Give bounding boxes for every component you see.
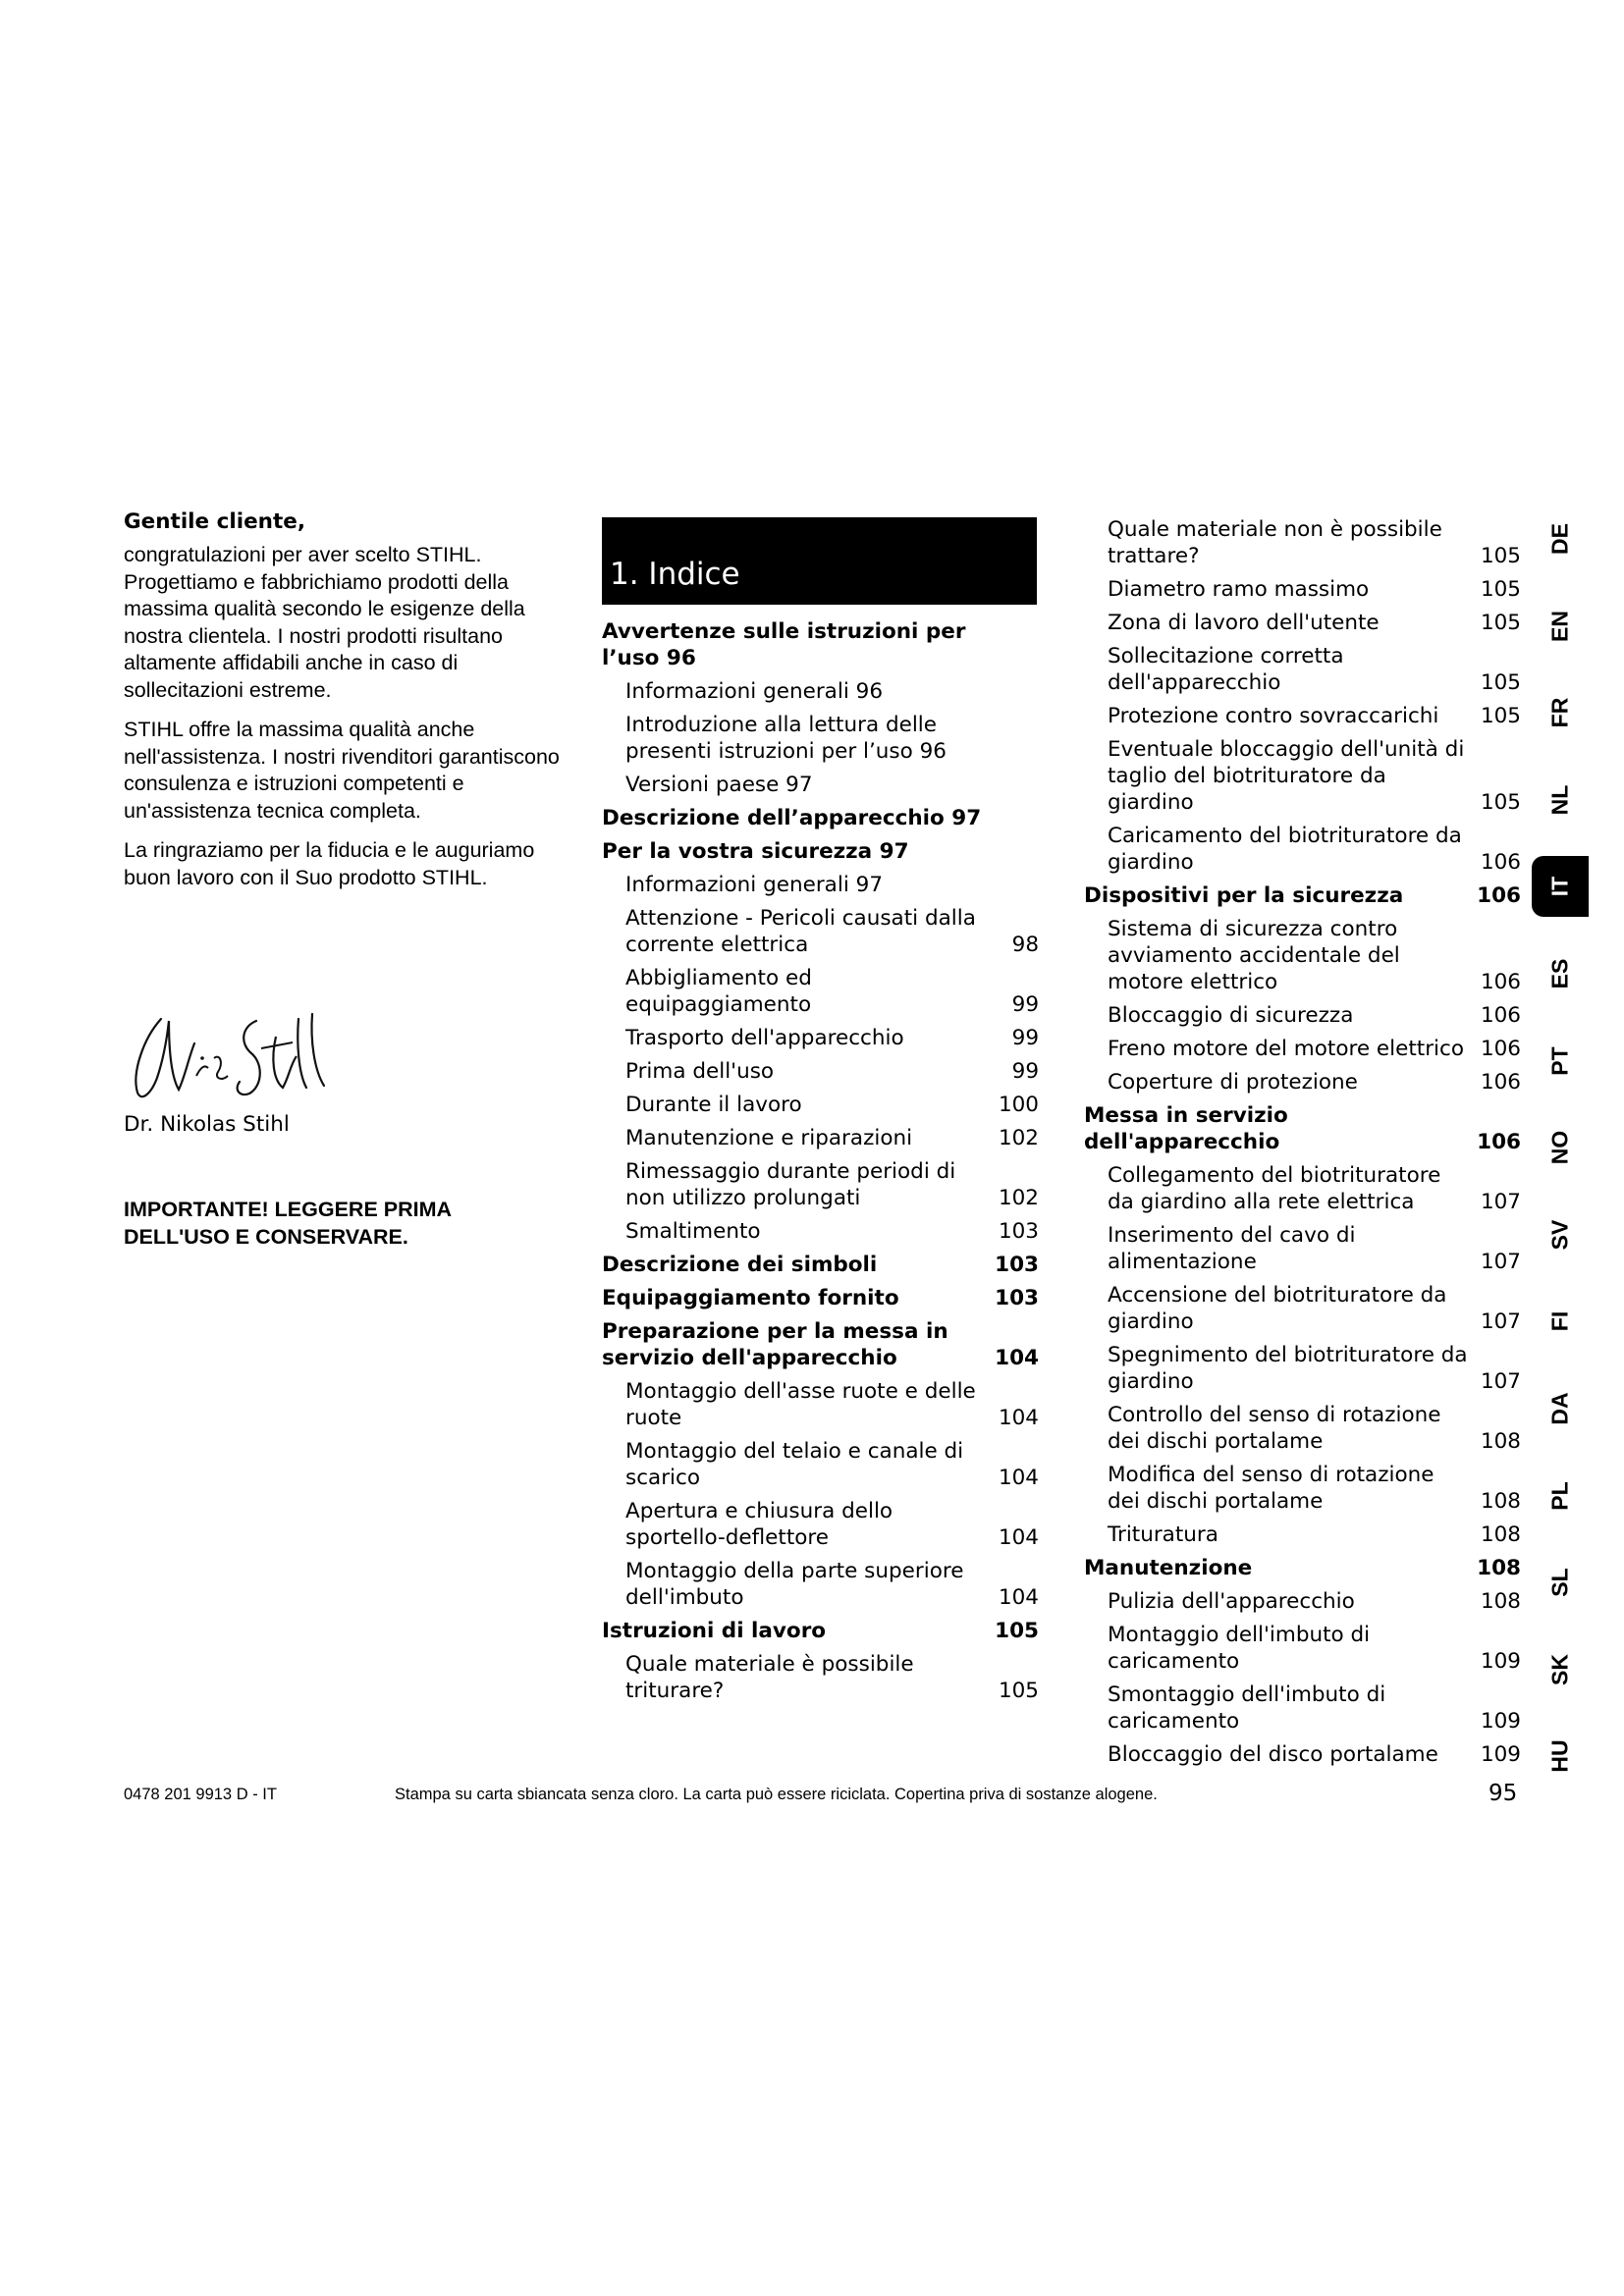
language-tab-nl[interactable] [1532,770,1589,830]
toc-entry-page: 108 [1480,1429,1521,1454]
greeting: Gentile cliente, [124,509,306,534]
toc-entry[interactable] [1084,516,1521,569]
toc-entry[interactable] [602,1092,1039,1118]
toc-entry-page: 104 [998,1585,1039,1610]
toc-entry[interactable] [1084,916,1521,995]
signer-name: Dr. Nikolas Stihl [124,1112,290,1137]
toc-entry[interactable] [1084,1682,1521,1735]
toc-entry-page: 104 [998,1466,1039,1490]
print-note: Stampa su carta sbiancata senza cloro. La carta può essere riciclata. Copertina priva di sostanze alogene. [395,1786,1158,1803]
toc-entry-title: Quale materiale non è possibile trattare? [1108,517,1442,568]
toc-entry[interactable] [1084,1036,1521,1062]
toc-entry-title: Introduzione alla lettura delle presenti istruzioni per l’uso 96 [625,713,947,764]
toc-entry[interactable] [602,905,1039,958]
toc-entry-title: Smontaggio dell'imbuto di caricamento [1108,1682,1386,1734]
toc-entry-title: Freno motore del motore elettrico [1108,1037,1464,1061]
language-tab-it[interactable] [1532,856,1589,917]
language-tab-hu[interactable] [1532,1726,1589,1787]
toc-entry-page: 104 [998,1406,1039,1430]
toc-entry-page: 103 [998,1219,1039,1244]
toc-entry[interactable] [1084,1522,1521,1548]
toc-entry-title: Montaggio dell'asse ruote e delle ruote [625,1379,976,1430]
toc-section[interactable] [602,618,1039,671]
toc-entry-page: 104 [998,1525,1039,1550]
toc-entry-title: Controllo del senso di rotazione dei dischi portalame [1108,1403,1441,1454]
toc-entry-page: 105 [998,1679,1039,1703]
toc-entry[interactable] [1084,1002,1521,1029]
toc-entry-title: Modifica del senso di rotazione dei dischi portalame [1108,1463,1435,1514]
toc-entry-page: 108 [1480,1589,1521,1614]
toc-entry[interactable] [1084,1622,1521,1675]
language-tab-en[interactable] [1532,596,1589,657]
toc-entry-title: Informazioni generali 97 [625,873,883,897]
toc-entry-title: Dispositivi per la sicurezza [1084,883,1404,908]
toc-entry-title: Zona di lavoro dell'utente [1108,611,1380,635]
toc-column-2 [602,618,1039,1711]
toc-entry[interactable] [602,1558,1039,1611]
toc-entry[interactable] [1084,1588,1521,1615]
language-tab-pl[interactable] [1532,1466,1589,1526]
toc-entry-page: 105 [1480,670,1521,695]
toc-entry-title: Trasporto dell'apparecchio [625,1026,904,1050]
toc-section[interactable] [602,838,1039,865]
toc-entry-page: 103 [995,1286,1039,1310]
toc-entry-page: 106 [1480,1003,1521,1028]
important-notice-line: DELL'USO E CONSERVARE. [124,1225,408,1249]
language-tab-label: PT [1546,1046,1573,1076]
toc-entry[interactable] [1084,1342,1521,1395]
toc-entry-title: Manutenzione [1084,1556,1253,1580]
toc-entry-title: Montaggio della parte superiore dell'imbuto [625,1559,964,1610]
toc-entry[interactable] [602,1218,1039,1245]
toc-entry-title: Diametro ramo massimo [1108,577,1370,602]
toc-entry[interactable] [602,872,1039,898]
language-tab-label: SL [1546,1568,1573,1597]
toc-entry[interactable] [602,712,1039,765]
toc-entry[interactable] [602,1378,1039,1431]
toc-entry-title: Messa in servizio dell'apparecchio [1084,1103,1288,1154]
language-tab-label: DE [1546,523,1573,555]
toc-header [602,517,1037,605]
language-tab-label: DA [1546,1392,1573,1425]
toc-entry[interactable] [602,1651,1039,1704]
language-tab-label: IT [1546,876,1573,897]
signature-image [124,999,340,1107]
toc-entry-title: Bloccaggio di sicurezza [1108,1003,1354,1028]
important-notice-line: IMPORTANTE! LEGGERE PRIMA [124,1198,453,1221]
toc-entry-title: Montaggio del telaio e canale di scarico [625,1439,964,1490]
toc-entry-page: 103 [995,1253,1039,1277]
toc-entry-page: 105 [995,1619,1039,1643]
toc-entry[interactable] [1084,1402,1521,1455]
language-tab-label: NL [1546,784,1573,816]
language-tab-label: SV [1546,1219,1573,1251]
toc-entry-page: 98 [1011,933,1039,957]
toc-entry-page: 105 [1480,790,1521,815]
toc-entry-title: Prima dell'uso [625,1059,775,1084]
toc-entry[interactable] [602,1025,1039,1051]
language-tab-fr[interactable] [1532,682,1589,743]
toc-entry-page: 105 [1480,577,1521,602]
toc-section[interactable] [602,1318,1039,1371]
toc-entry-page: 107 [1480,1250,1521,1274]
language-tab-pt[interactable] [1532,1031,1589,1092]
toc-section[interactable] [1084,1555,1521,1581]
language-tab-sk[interactable] [1532,1639,1589,1700]
language-tab-fi[interactable] [1532,1291,1589,1352]
toc-entry-title: Inserimento del cavo di alimentazione [1108,1223,1356,1274]
toc-entry-page: 106 [1480,1070,1521,1095]
toc-entry[interactable] [1084,643,1521,696]
toc-entry-title: Eventuale bloccaggio dell'unità di taglio del biotrituratore da giardino [1108,737,1465,815]
toc-entry-title: Sollecitazione corretta dell'apparecchio [1108,644,1344,695]
toc-entry[interactable] [602,1438,1039,1491]
toc-entry-title: Istruzioni di lavoro [602,1619,827,1643]
toc-entry-title: Caricamento del biotrituratore da giardino [1108,824,1462,875]
toc-entry-title: Abbigliamento ed equipaggiamento [625,966,812,1017]
toc-entry-page: 105 [1480,704,1521,728]
toc-entry[interactable] [602,1498,1039,1551]
letter-paragraph: La ringraziamo per la fiducia e le auguriamo buon lavoro con il Suo prodotto STIHL. [124,838,535,889]
toc-entry[interactable] [1084,1162,1521,1215]
toc-entry[interactable] [602,1125,1039,1151]
toc-entry-page: 107 [1480,1309,1521,1334]
toc-entry-title: Preparazione per la messa in servizio dell'apparecchio [602,1319,948,1370]
toc-entry-page: 99 [1011,1059,1039,1084]
toc-entry-title: Attenzione - Pericoli causati dalla corrente elettrica [625,906,976,957]
language-tab-label: NO [1546,1130,1573,1165]
toc-entry-title: Versioni paese 97 [625,773,813,797]
toc-entry-title: Informazioni generali 96 [625,679,883,704]
toc-entry[interactable] [602,772,1039,798]
toc-entry-title: Pulizia dell'apparecchio [1108,1589,1355,1614]
language-tab-label: EN [1546,611,1573,642]
toc-entry-title: Durante il lavoro [625,1093,802,1117]
toc-section[interactable] [1084,1102,1521,1155]
toc-section[interactable] [1084,882,1521,909]
toc-entry-page: 109 [1480,1742,1521,1767]
toc-section[interactable] [602,805,1039,831]
toc-column-3 [1084,516,1521,1775]
toc-entry[interactable] [1084,610,1521,636]
toc-entry-title: Apertura e chiusura dello sportello-deflettore [625,1499,893,1550]
toc-entry-page: 107 [1480,1369,1521,1394]
toc-entry-page: 109 [1480,1709,1521,1734]
toc-entry-page: 106 [1477,1130,1521,1154]
letter-paragraph: congratulazioni per aver scelto STIHL. Progettiamo e fabbrichiamo prodotti della massima qualità secondo le esigenze della nostra clientela. I nostri prodotti risultano altamente affidabili anche in caso di sollecitazioni estreme. [124,543,525,702]
toc-section[interactable] [602,1618,1039,1644]
language-tabs [1532,510,1589,1773]
important-notice [124,1196,452,1251]
language-tab-sl[interactable] [1532,1552,1589,1613]
toc-entry[interactable] [1084,736,1521,816]
toc-entry-title: Rimessaggio durante periodi di non utilizzo prolungati [625,1159,956,1210]
language-tab-sv[interactable] [1532,1204,1589,1265]
toc-entry-page: 102 [998,1126,1039,1150]
welcome-letter [124,508,566,904]
toc-entry[interactable] [602,1058,1039,1085]
toc-entry-title: Collegamento del biotrituratore da giardino alla rete elettrica [1108,1163,1441,1214]
toc-entry-title: Accensione del biotrituratore da giardino [1108,1283,1447,1334]
language-tab-label: SK [1546,1654,1573,1685]
toc-entry-title: Quale materiale è possibile triturare? [625,1652,914,1703]
toc-entry[interactable] [1084,1741,1521,1768]
toc-entry[interactable] [602,1158,1039,1211]
document-code: 0478 201 9913 D - IT [124,1786,277,1803]
language-tab-no[interactable] [1532,1117,1589,1178]
language-tab-de[interactable] [1532,508,1589,569]
toc-section[interactable] [602,1285,1039,1311]
language-tab-es[interactable] [1532,943,1589,1004]
toc-entry-page: 100 [998,1093,1039,1117]
toc-entry-title: Trituratura [1108,1522,1218,1547]
toc-entry-page: 108 [1480,1522,1521,1547]
language-tab-label: FI [1546,1310,1573,1332]
toc-entry-page: 106 [1480,850,1521,875]
toc-entry-title: Sistema di sicurezza contro avviamento accidentale del motore elettrico [1108,917,1400,994]
toc-entry-title: Per la vostra sicurezza 97 [602,839,909,864]
letter-paragraph: STIHL offre la massima qualità anche nell'assistenza. I nostri rivenditori garantiscono consulenza e istruzioni competenti e un'assistenza tecnica completa. [124,718,560,823]
toc-entry[interactable] [1084,1462,1521,1515]
toc-entry-page: 99 [1011,992,1039,1017]
toc-entry[interactable] [1084,1222,1521,1275]
toc-entry-title: Equipaggiamento fornito [602,1286,899,1310]
toc-entry[interactable] [602,678,1039,705]
toc-entry-title: Descrizione dei simboli [602,1253,878,1277]
toc-entry[interactable] [1084,703,1521,729]
language-tab-label: ES [1546,958,1573,989]
toc-entry-page: 108 [1477,1556,1521,1580]
toc-entry-title: Avvertenze sulle istruzioni per l’uso 96 [602,619,966,670]
toc-entry[interactable] [1084,823,1521,876]
toc-title: 1. Indice [610,557,740,592]
toc-entry-page: 99 [1011,1026,1039,1050]
language-tab-label: PL [1546,1481,1573,1511]
toc-entry-title: Coperture di protezione [1108,1070,1358,1095]
toc-entry-page: 109 [1480,1649,1521,1674]
toc-entry[interactable] [1084,576,1521,603]
toc-entry-title: Bloccaggio del disco portalame [1108,1742,1438,1767]
toc-entry-title: Montaggio dell'imbuto di caricamento [1108,1623,1371,1674]
toc-entry-page: 106 [1477,883,1521,908]
toc-entry[interactable] [1084,1069,1521,1095]
toc-entry[interactable] [1084,1282,1521,1335]
toc-entry[interactable] [602,965,1039,1018]
toc-entry-page: 105 [1480,611,1521,635]
page-number: 95 [1489,1781,1518,1806]
toc-entry-page: 105 [1480,544,1521,568]
toc-entry-page: 104 [995,1346,1039,1370]
toc-entry-title: Protezione contro sovraccarichi [1108,704,1439,728]
toc-entry-page: 108 [1480,1489,1521,1514]
toc-entry-title: Descrizione dell’apparecchio 97 [602,806,982,830]
language-tab-label: HU [1546,1739,1573,1773]
toc-entry-title: Manutenzione e riparazioni [625,1126,913,1150]
toc-section[interactable] [602,1252,1039,1278]
toc-entry-page: 106 [1480,970,1521,994]
toc-entry-title: Smaltimento [625,1219,761,1244]
toc-entry-page: 102 [998,1186,1039,1210]
language-tab-label: FR [1546,697,1573,728]
language-tab-da[interactable] [1532,1378,1589,1439]
toc-entry-page: 107 [1480,1190,1521,1214]
toc-entry-title: Spegnimento del biotrituratore da giardino [1108,1343,1468,1394]
toc-entry-page: 106 [1480,1037,1521,1061]
